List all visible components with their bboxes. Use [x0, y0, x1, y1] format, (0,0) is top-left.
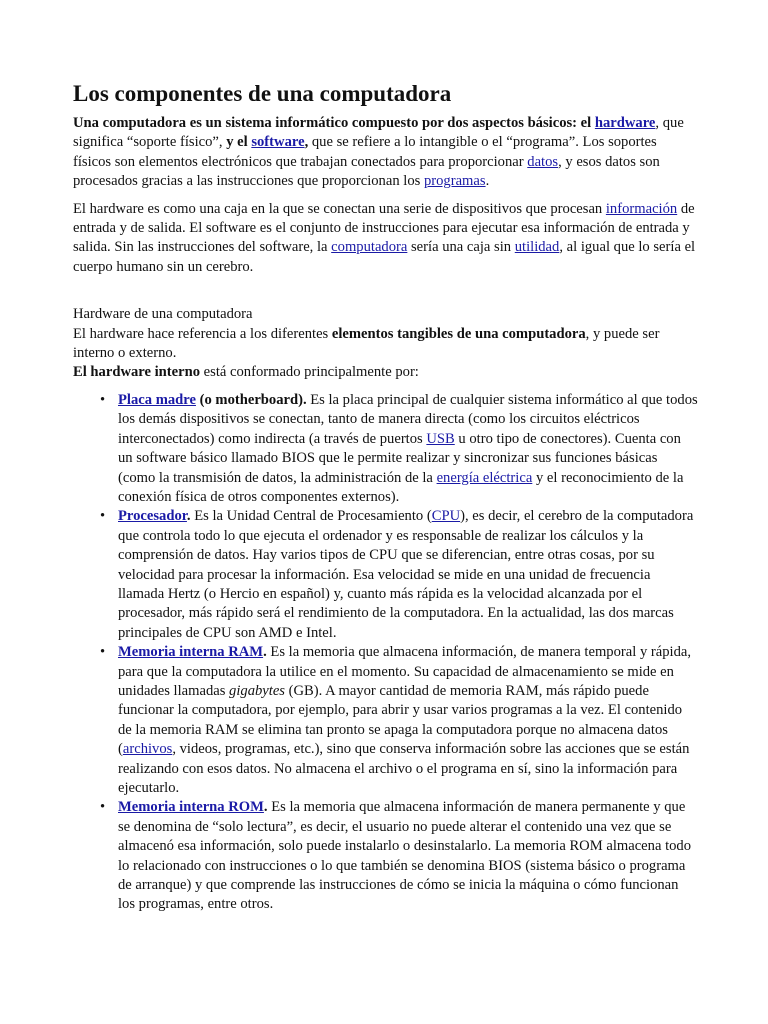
bullet-icon: •: [100, 391, 106, 408]
link-energia-electrica[interactable]: energía eléctrica: [436, 469, 533, 486]
list-item-procesador: [100, 507, 698, 643]
bullet-icon: •: [100, 508, 106, 525]
para2-text-2: de entrada y de salida. El software es el conjunto de instrucciones para ejecutar esa información de entrada y salida. Sin las instrucciones del software, la: [73, 200, 695, 256]
link-software[interactable]: software: [251, 134, 305, 151]
procesador-bold: .: [186, 508, 191, 525]
intro-text-4: .: [485, 173, 490, 190]
procesador-text-1: Es la Unidad Central de Procesamiento (: [190, 508, 432, 525]
placa-text-3: y el reconocimiento de la conexión física de otros componentes externos).: [118, 469, 684, 505]
intro-bold-2: y el: [226, 134, 248, 151]
ram-text-3: , videos, programas, etc.), sino que conserva información sobre las acciones que se están realizando con esos datos. No almacena el archivo o el programa en sí, sino la información para ejecutarlo.: [118, 741, 690, 796]
section-text-3: está conformado principalmente por:: [200, 364, 419, 381]
intro-text-3: , y esos datos son procesados gracias a las instrucciones que proporcionan los: [73, 153, 660, 190]
para2-text-4: , al igual que lo sería el cuerpo humano sin un cerebro.: [73, 239, 696, 275]
section-bold-2: El hardware interno: [73, 364, 201, 381]
section-bold-1: elementos tangibles de una computadora: [331, 325, 586, 342]
link-memoria-rom[interactable]: Memoria interna ROM: [118, 799, 264, 816]
link-cpu[interactable]: CPU: [431, 508, 461, 525]
link-usb[interactable]: USB: [426, 430, 455, 447]
hardware-software-paragraph: [73, 200, 698, 278]
section-heading: Hardware de una computadora: [73, 306, 253, 323]
ram-bold: .: [263, 644, 267, 661]
link-programas[interactable]: programas: [423, 173, 486, 190]
link-computadora[interactable]: computadora: [331, 239, 408, 256]
procesador-text-2: ), es decir, el cerebro de la computadora que controla todo lo que ejecuta el ordenador y es responsable de realizar los cálculos y la comprensión de datos. Hay varios tipos de CPU que se diferencian, entre otras cosas, por su velocidad para procesar la información. Esa velocidad se mide en una unidad de frecuencia llamada Hertz (o Hercio en español) y, cuanto más rápida es la velocidad alcanzada por el procesador, más rápido será el rendimiento de la computadora. En la actualidad, las dos marcas principales de CPU son AMD e Intel.: [118, 508, 694, 641]
placa-bold: (o motherboard).: [195, 391, 307, 408]
rom-text-1: Es la memoria que almacena información de manera permanente y que se denomina de “solo lectura”, es decir, el usuario no puede alterar el contenido una vez que se almacenó esa información, solo puede instalarlo o desinstalarlo. La memoria ROM almacena todo lo relacionado con instrucciones o lo que también se denomina BIOS (sistema básico o programa de arranque) y que comprende las instrucciones de cómo se inicia la máquina o cómo funcionan los programas, entre otros.: [118, 799, 692, 913]
para2-text-3: sería una caja sin: [407, 239, 515, 256]
section-text-1: El hardware hace referencia a los diferentes: [73, 325, 332, 342]
ram-italic: gigabytes: [229, 682, 285, 699]
link-datos[interactable]: datos: [527, 153, 559, 170]
link-placa-madre[interactable]: Placa madre: [118, 391, 196, 408]
section-definition: [73, 325, 698, 364]
page-title: Los componentes de una computadora: [73, 81, 452, 106]
list-item-memoria-rom: [100, 798, 698, 914]
list-item-memoria-ram: [100, 643, 698, 798]
intro-text-2: que se refiere a lo intangible o el “programa”. Los soportes físicos son elementos electrónicos que trabajan conectados para proporcionar: [73, 134, 657, 170]
rom-bold: .: [263, 799, 268, 816]
document-page: [73, 80, 698, 915]
link-archivos[interactable]: archivos: [122, 741, 173, 758]
intro-paragraph: [73, 114, 698, 192]
list-item-placa-madre: [100, 391, 698, 507]
ram-text-2: (GB). A mayor cantidad de memoria RAM, más rápido puede funcionar la computadora, por ejemplo, para abrir y usar varios programas a la vez. El contenido de la memoria RAM se elimina tan pronto se apaga la computadora porque no almacena datos (: [118, 682, 683, 758]
bullet-icon: •: [100, 799, 106, 816]
component-list: [73, 391, 698, 915]
para2-text-1: El hardware es como una caja en la que se conectan una serie de dispositivos que procesan: [73, 200, 606, 217]
placa-text-1: Es la placa principal de cualquier sistema informático al que todos los demás dispositivos se conectan, tanto de manera directa (como los circuitos eléctricos interconectados) como indirecta (a través de puertos: [118, 391, 698, 447]
link-procesador[interactable]: Procesador: [118, 508, 187, 525]
placa-text-2: u otro tipo de conectores). Cuenta con un software básico llamado BIOS que le permite realizar y sincronizar sus funciones básicas (como la transmisión de datos, la administración de la: [118, 430, 681, 486]
spacer: [73, 277, 698, 305]
ram-text-1: Es la memoria que almacena información, de manera temporal y rápida, para que la computadora la utilice en el momento. Su capacidad de almacenamiento se mide en unidades llamadas: [118, 644, 692, 699]
bullet-icon: •: [100, 644, 106, 661]
intro-bold-1: Una computadora es un sistema informático compuesto por dos aspectos básicos: el: [73, 115, 592, 131]
intro-text-1: , que significa “soporte físico”,: [73, 115, 684, 151]
link-hardware[interactable]: hardware: [594, 115, 656, 131]
link-utilidad[interactable]: utilidad: [514, 239, 560, 256]
link-memoria-ram[interactable]: Memoria interna RAM: [118, 644, 264, 661]
section-text-2: , y puede ser interno o externo.: [73, 325, 660, 362]
intro-bold-3: ,: [304, 134, 309, 151]
link-informacion[interactable]: información: [605, 200, 678, 217]
section-intro-list: [73, 363, 698, 382]
